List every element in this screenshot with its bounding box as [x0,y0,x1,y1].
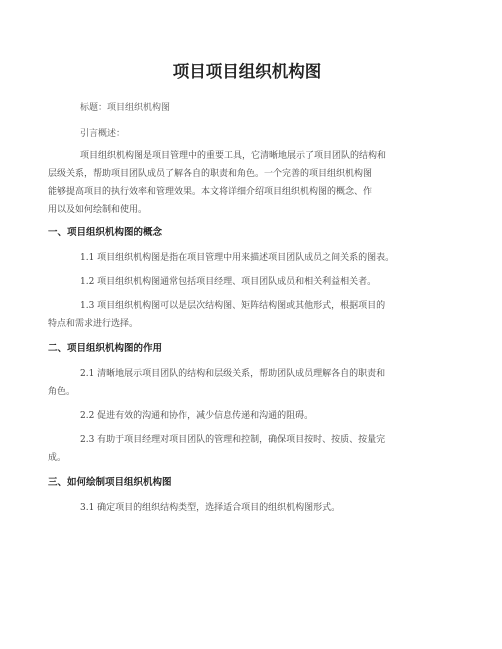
section-heading: 一、项目组织机构图的概念 [48,227,163,238]
list-item: 1.3 项目组织机构图可以是层次结构图、矩阵结构图或其他形式，根据项目的 [80,301,386,311]
intro-line: 层级关系，帮助项目团队成员了解各自的职责和角色。一个完善的项目组织机构图 [48,169,373,179]
list-item: 2.3 有助于项目经理对项目团队的管理和控制，确保项目按时、按质、按量完 [80,435,386,445]
list-item: 1.2 项目组织机构图通常包括项目经理、项目团队成员和相关利益相关者。 [80,277,377,287]
section-2 [48,341,446,467]
intro-paragraph [48,147,446,219]
list-item-continued: 成。 [48,453,67,463]
intro-line: 项目组织机构图是项目管理中的重要工具，它清晰地展示了项目团队的结构和 [80,151,387,161]
list-item: 2.1 清晰地展示项目团队的结构和层级关系，帮助团队成员理解各自的职责和 [80,369,386,379]
list-item-continued: 特点和需求进行选择。 [48,319,139,329]
section-1 [48,225,446,333]
list-item-continued: 角色。 [48,387,76,397]
list-item: 1.1 项目组织机构图是指在项目管理中用来描述项目团队成员之间关系的图表。 [80,253,395,263]
intro-line: 能够提高项目的执行效率和管理效果。本文将详细介绍项目组织机构图的概念、作 [48,187,373,197]
intro-line: 用以及如何绘制和使用。 [48,205,148,215]
list-item: 3.1 确定项目的组织结构类型，选择适合项目的组织机构图形式。 [80,503,341,513]
document-title: 项目项目组织机构图 [172,62,322,81]
list-item: 2.2 促进有效的沟通和协作，减少信息传递和沟通的阻碍。 [80,411,314,421]
subtitle-line: 标题：项目组织机构图 [80,103,171,113]
section-3 [48,475,446,517]
section-heading: 三、如何绘制项目组织机构图 [48,477,172,488]
section-heading: 二、项目组织机构图的作用 [48,343,163,354]
intro-label: 引言概述： [80,129,126,139]
